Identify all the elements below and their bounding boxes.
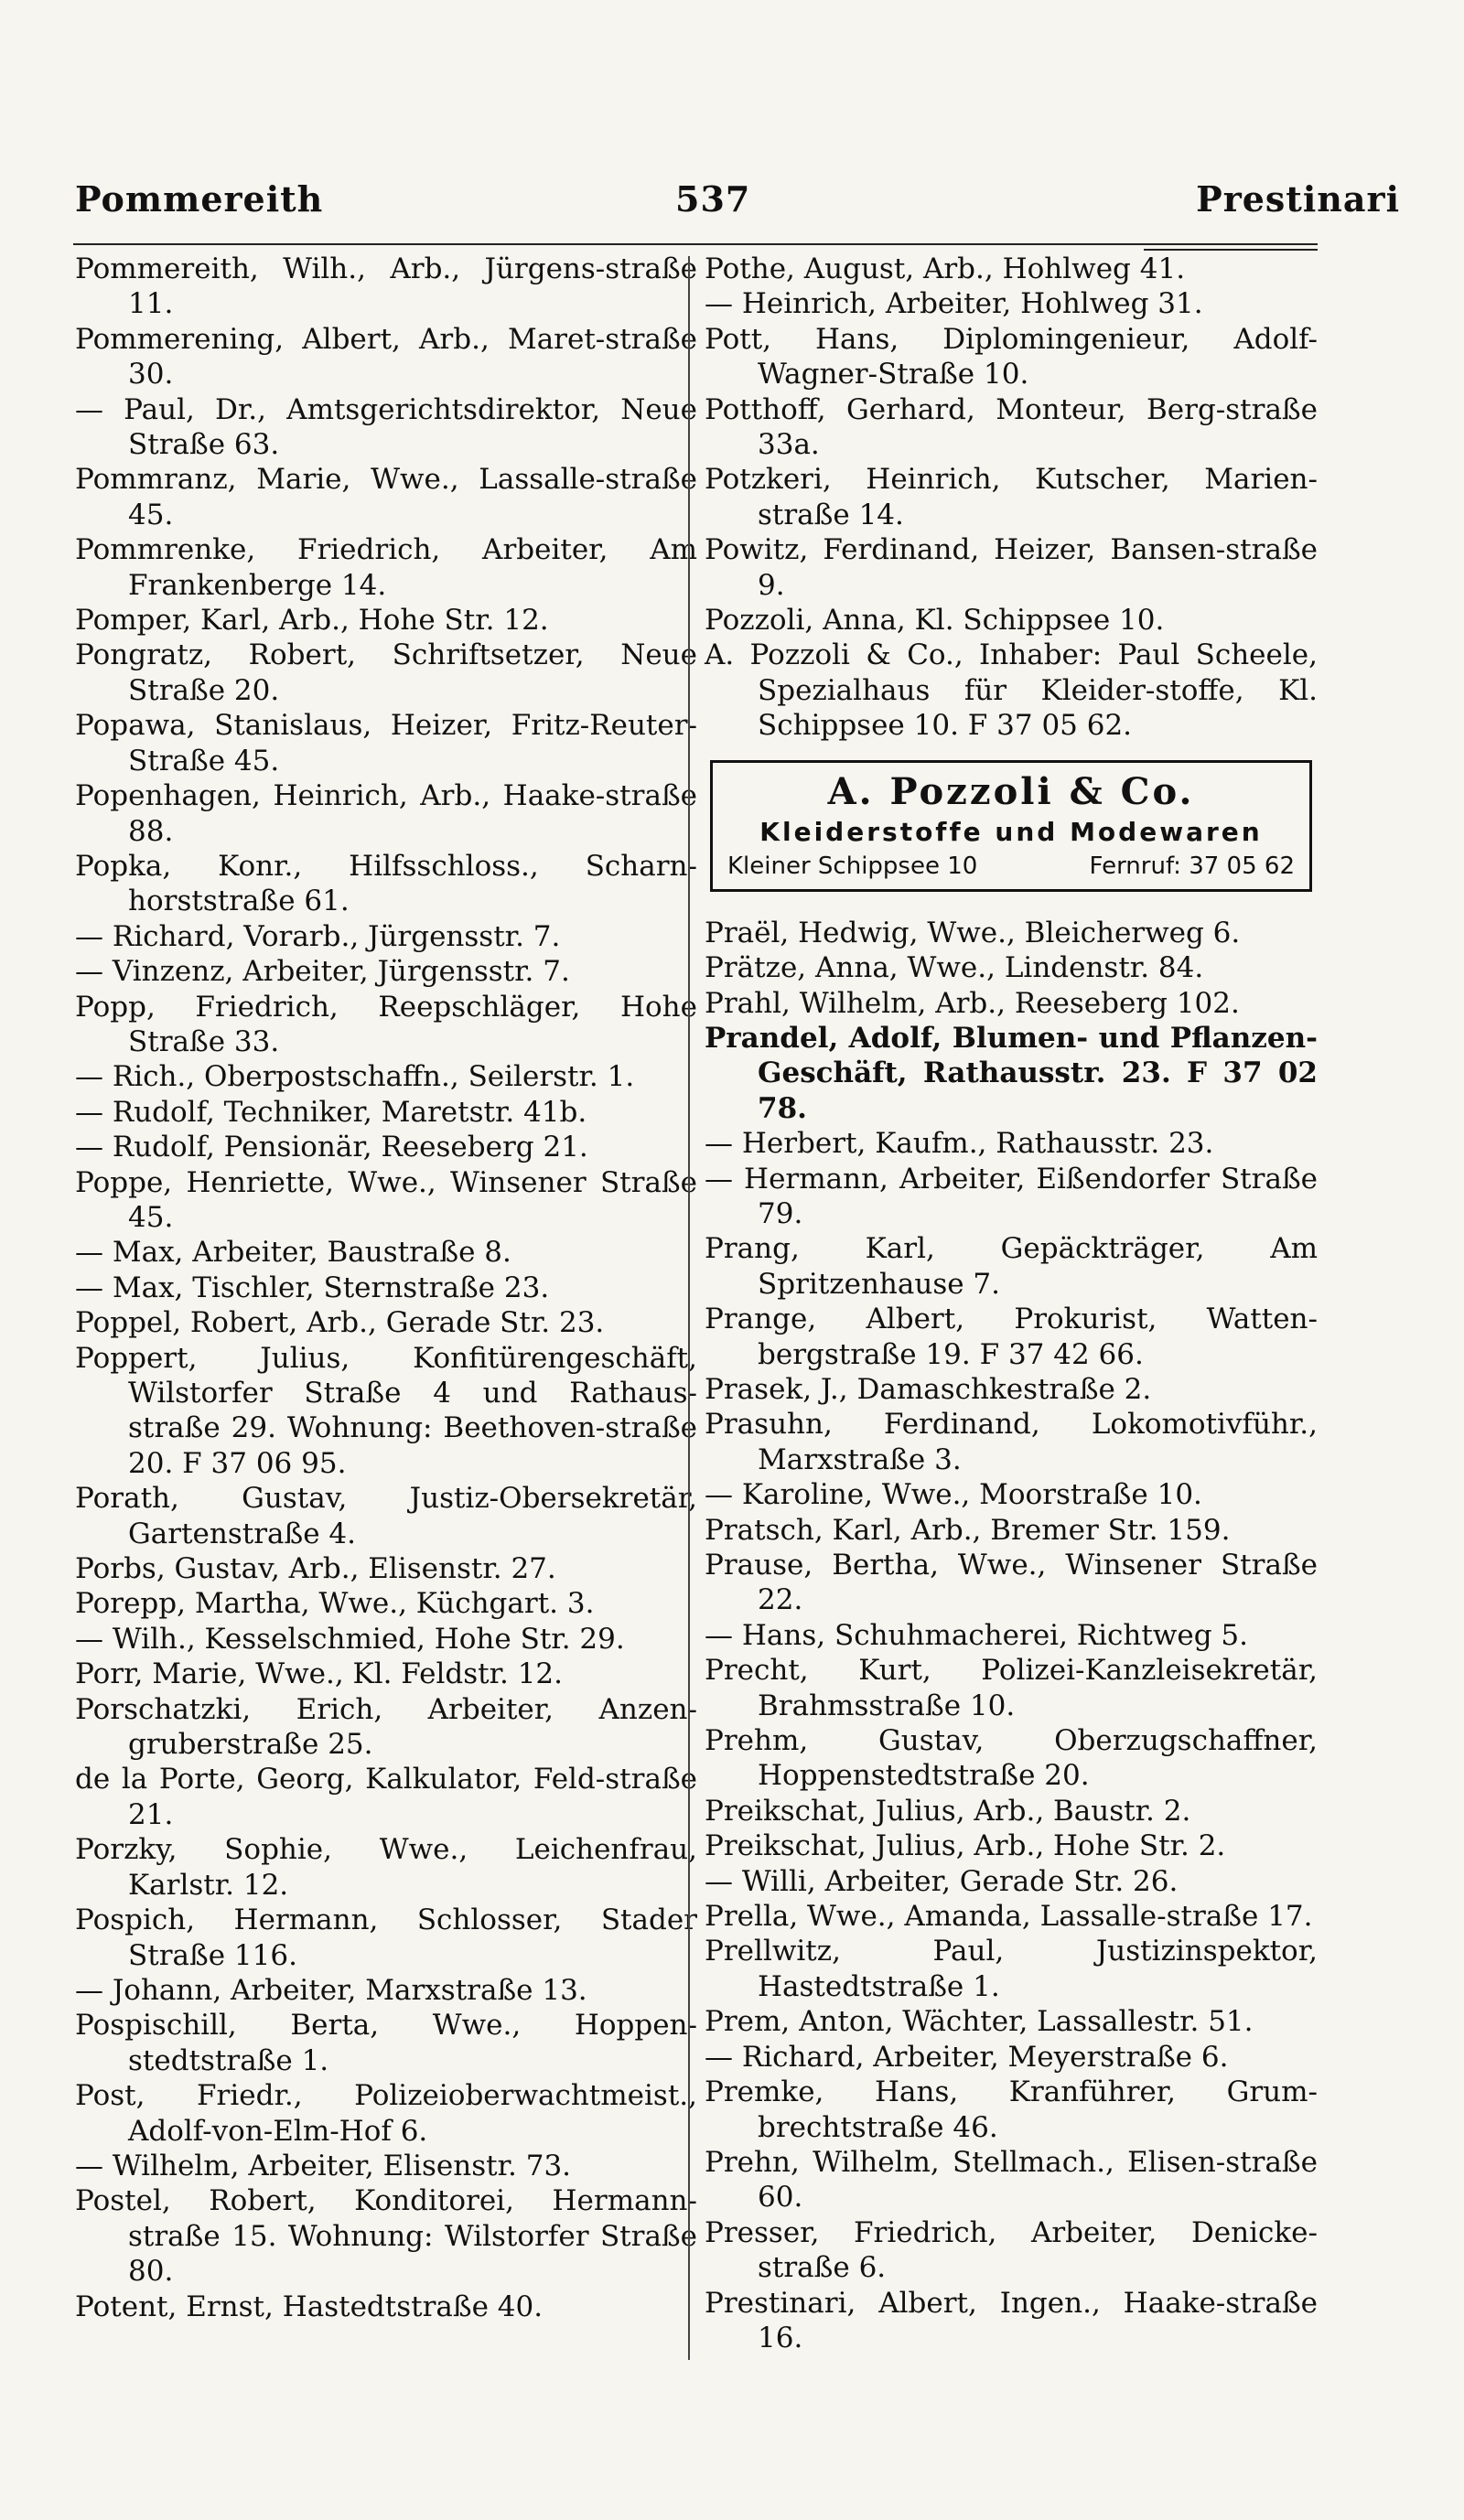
directory-entry: — Richard, Arbeiter, Meyerstraße 6. [705,2040,1229,2074]
directory-entry: Pommereith, Wilh., Arb., Jürgens-straße 11. [75,252,697,321]
directory-entry: Pommerening, Albert, Arb., Maret-straße 30. [75,322,697,391]
running-header-right: Prestinari [1196,178,1400,220]
directory-entry: Prange, Albert, Prokurist, Watten-bergstraße 19. F 37 42 66. [705,1303,1318,1371]
directory-entry: Porschatzki, Erich, Arbeiter, Anzen-gruberstraße 25. [75,1692,697,1762]
page-number: 537 [675,178,751,220]
directory-entry: Prem, Anton, Wächter, Lassallestr. 51. [705,2005,1254,2039]
directory-entry: Pommrenke, Friedrich, Arbeiter, Am Frankenberge 14. [75,533,697,602]
directory-entry: — Herbert, Kaufm., Rathausstr. 23. [705,1127,1214,1161]
directory-entry: — Johann, Arbeiter, Marxstraße 13. [75,1973,587,2007]
column-divider [688,256,690,2360]
directory-entry: — Rudolf, Techniker, Maretstr. 41b. [75,1095,587,1129]
directory-entry: Prause, Bertha, Wwe., Winsener Straße 22. [705,1549,1318,1617]
directory-entry: Potent, Ernst, Hastedtstraße 40. [75,2289,544,2323]
directory-entry: — Wilh., Kesselschmied, Hohe Str. 29. [75,1622,625,1656]
directory-entry: Potthoff, Gerhard, Monteur, Berg-straße 33a. [705,392,1318,462]
directory-entry: Powitz, Ferdinand, Heizer, Bansen-straße 9. [705,533,1318,602]
directory-entry: Popp, Friedrich, Reepschläger, Hohe Straße 33. [75,990,697,1058]
running-header-left: Pommereith [75,178,324,220]
right-column-top-entries [705,252,1318,744]
directory-entry: Popawa, Stanislaus, Heizer, Fritz-Reuter-Straße 45. [75,709,697,777]
directory-entry: Pott, Hans, Diplomingenieur, Adolf-Wagner-Straße 10. [705,322,1318,391]
directory-entry: Prella, Wwe., Amanda, Lassalle-straße 17. [705,1900,1313,1934]
ad-company-name: A. Pozzoli & Co. [827,769,1195,813]
directory-entry: Porepp, Martha, Wwe., Küchgart. 3. [75,1587,595,1621]
directory-entry: Prätze, Anna, Wwe., Lindenstr. 84. [705,951,1204,985]
directory-entry: Poppel, Robert, Arb., Gerade Str. 23. [75,1306,605,1340]
directory-entry: Porzky, Sophie, Wwe., Leichenfrau, Karlstr. 12. [75,1833,697,1902]
directory-entry: Porr, Marie, Wwe., Kl. Feldstr. 12. [75,1657,564,1691]
directory-entry: — Vinzenz, Arbeiter, Jürgensstr. 7. [75,955,570,989]
directory-entry: Poppert, Julius, Konfitürengeschäft, Wilstorfer Straße 4 und Rathaus-straße 29. Wohnung: Beethoven-straße 20. F 37 06 95. [75,1341,697,1480]
directory-entry: Pommranz, Marie, Wwe., Lassalle-straße 45. [75,463,697,531]
directory-entry: Prellwitz, Paul, Justizinspektor, Hastedtstraße 1. [705,1935,1318,2003]
directory-entry: Potzkeri, Heinrich, Kutscher, Marien-straße 14. [705,463,1318,531]
directory-entry: — Richard, Vorarb., Jürgensstr. 7. [75,919,561,953]
directory-entry: — Rich., Oberpostschaffn., Seilerstr. 1. [75,1060,635,1094]
header-rule-double [1144,249,1318,251]
directory-entry: A. Pozzoli & Co., Inhaber: Paul Scheele, Spezialhaus für Kleider-stoffe, Kl. Schippsee 10. F 37 05 62. [705,638,1318,743]
directory-entry: Pratsch, Karl, Arb., Bremer Str. 159. [705,1513,1231,1547]
directory-entry: Pothe, August, Arb., Hohlweg 41. [705,252,1186,285]
header-rule [73,243,1318,245]
advertisement-box [710,760,1312,892]
directory-entry: Praël, Hedwig, Wwe., Bleicherweg 6. [705,916,1241,949]
directory-entry: Prehn, Wilhelm, Stellmach., Elisen-straße 60. [705,2145,1318,2214]
directory-entry: Prandel, Adolf, Blumen- und Pflanzen-Geschäft, Rathausstr. 23. F 37 02 78. [705,1021,1318,1125]
directory-entry: — Hans, Schuhmacherei, Richtweg 5. [705,1618,1248,1652]
directory-entry: Prestinari, Albert, Ingen., Haake-straße 16. [705,2286,1318,2354]
directory-entry: — Karoline, Wwe., Moorstraße 10. [705,1478,1202,1512]
directory-entry: Precht, Kurt, Polizei-Kanzleisekretär, Brahmsstraße 10. [705,1654,1318,1722]
directory-entry: Pongratz, Robert, Schriftsetzer, Neue Straße 20. [75,638,697,707]
ad-phone: Fernruf: 37 05 62 [1089,852,1295,880]
ad-tagline: Kleiderstoffe und Modewaren [759,816,1263,847]
directory-entry: — Heinrich, Arbeiter, Hohlweg 31. [705,287,1203,321]
directory-entry: — Willi, Arbeiter, Gerade Str. 26. [705,1864,1179,1898]
directory-entry: — Paul, Dr., Amtsgerichtsdirektor, Neue Straße 63. [75,392,697,462]
directory-entry: — Max, Arbeiter, Baustraße 8. [75,1236,511,1270]
directory-entry: Pomper, Karl, Arb., Hohe Str. 12. [75,604,549,638]
directory-entry: Preikschat, Julius, Arb., Baustr. 2. [705,1794,1191,1828]
directory-entry: Prang, Karl, Gepäckträger, Am Spritzenhause 7. [705,1232,1318,1301]
directory-entry: Prahl, Wilhelm, Arb., Reeseberg 102. [705,986,1240,1020]
directory-entry: — Hermann, Arbeiter, Eißendorfer Straße 79. [705,1162,1318,1230]
directory-entry: Pozzoli, Anna, Kl. Schippsee 10. [705,604,1165,638]
directory-entry: Prehm, Gustav, Oberzugschaffner, Hoppenstedtstraße 20. [705,1724,1318,1793]
right-column [705,252,1318,2355]
directory-entry: Pospich, Hermann, Schlosser, Stader Straße 116. [75,1903,697,1972]
directory-entry: Pospischill, Berta, Wwe., Hoppen-stedtstraße 1. [75,2009,697,2077]
directory-entry: Prasuhn, Ferdinand, Lokomotivführ., Marxstraße 3. [705,1408,1318,1476]
directory-entry: Prasek, J., Damaschkestraße 2. [705,1372,1152,1406]
directory-entry: Preikschat, Julius, Arb., Hohe Str. 2. [705,1829,1226,1863]
directory-entry: Postel, Robert, Konditorei, Hermann-straße 15. Wohnung: Wilstorfer Straße 80. [75,2184,697,2289]
left-column [75,252,697,2324]
directory-entry: Presser, Friedrich, Arbeiter, Denicke-straße 6. [705,2215,1318,2285]
ad-footer [722,853,1300,880]
directory-entry: — Wilhelm, Arbeiter, Elisenstr. 73. [75,2149,572,2182]
ad-address: Kleiner Schippsee 10 [727,852,978,880]
directory-entry: Porath, Gustav, Justiz-Obersekretär, Gartenstraße 4. [75,1482,697,1550]
directory-entry: — Max, Tischler, Sternstraße 23. [75,1271,550,1304]
directory-entry: Porbs, Gustav, Arb., Elisenstr. 27. [75,1552,556,1586]
directory-entry: Popenhagen, Heinrich, Arb., Haake-straße 88. [75,779,697,848]
directory-entry: Premke, Hans, Kranführer, Grum-brechtstraße 46. [705,2075,1318,2144]
directory-entry: Popka, Konr., Hilfsschloss., Scharn-horststraße 61. [75,849,697,918]
directory-entry: Post, Friedr., Polizeioberwachtmeist., Adolf-von-Elm-Hof 6. [75,2079,697,2148]
right-column-bottom-entries [705,916,1318,2356]
directory-entry: — Rudolf, Pensionär, Reeseberg 21. [75,1131,588,1164]
directory-entry: de la Porte, Georg, Kalkulator, Feld-straße 21. [75,1763,697,1831]
directory-entry: Poppe, Henriette, Wwe., Winsener Straße 45. [75,1165,697,1234]
